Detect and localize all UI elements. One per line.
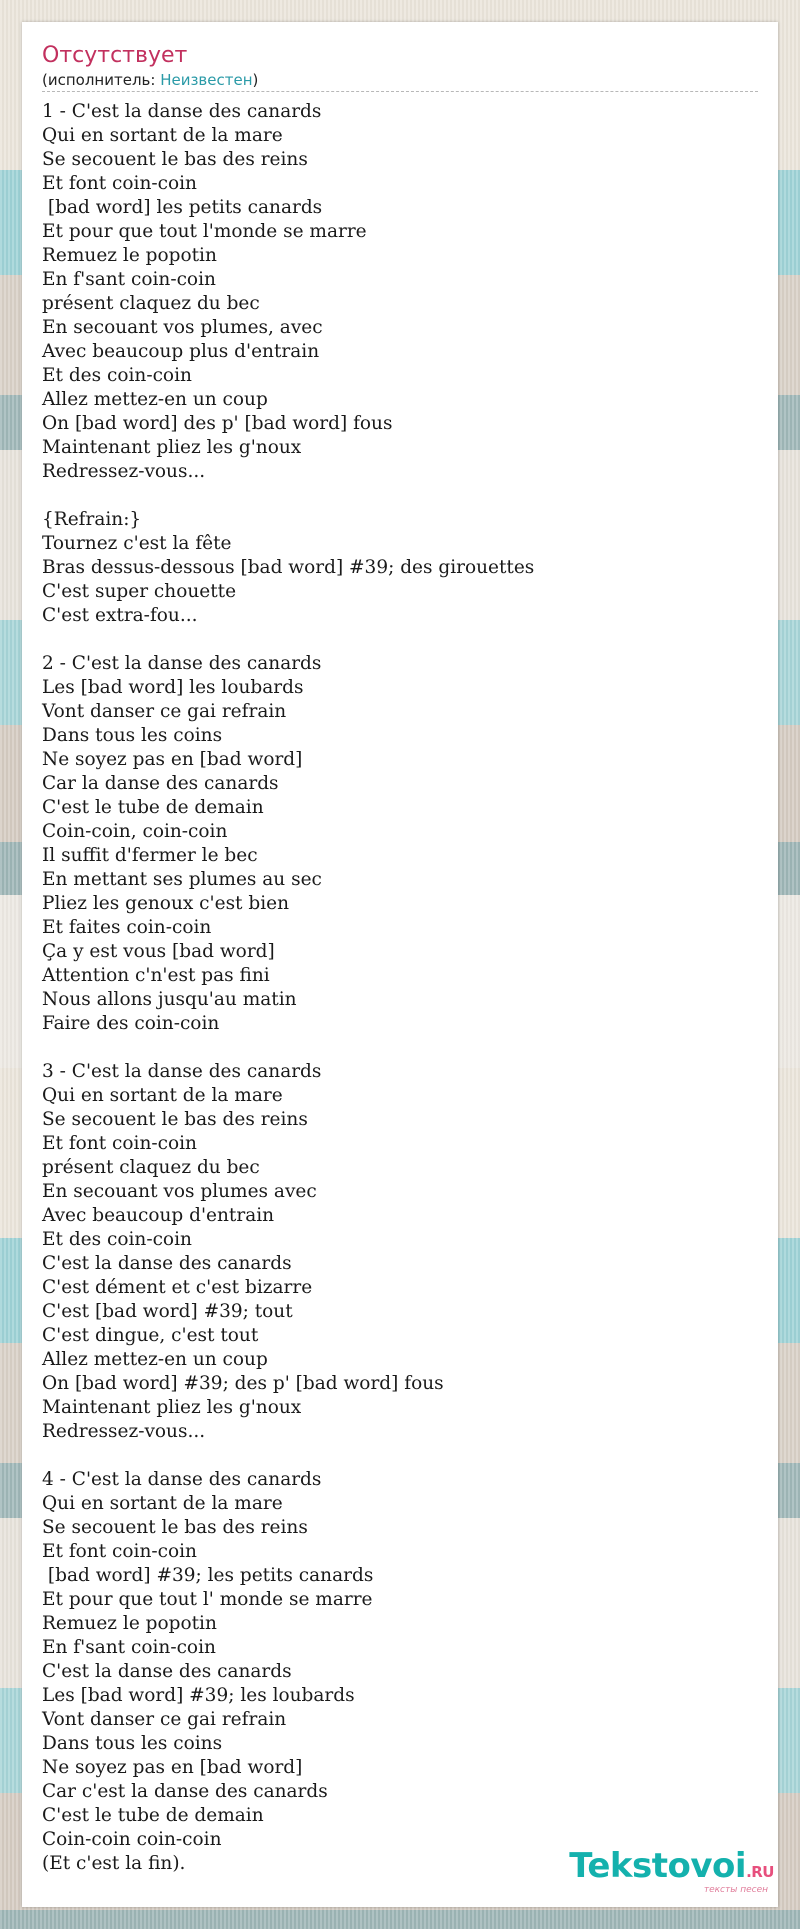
lyric-line: {Refrain:} [42,509,142,530]
lyric-line: 3 - C'est la danse des canards [42,1061,322,1082]
lyric-line: Se secouent le bas des reins [42,1517,308,1538]
lyric-line: Dans tous les coins [42,1733,223,1754]
lyric-line: Se secouent le bas des reins [42,1109,308,1130]
lyric-line: présent claquez du bec [42,293,260,314]
lyric-line: Avec beaucoup d'entrain [42,1205,275,1226]
lyric-line [42,628,758,652]
lyric-line: Bras dessus-dessous [bad word] #39; des girouettes [42,557,535,578]
lyric-line: Redressez-vous... [42,461,206,482]
site-logo[interactable] [569,1847,774,1895]
lyric-line: Les [bad word] #39; les loubards [42,1685,355,1706]
artist-suffix: ) [252,71,259,89]
lyric-line: Ne soyez pas en [bad word] [42,749,303,770]
lyric-line: Et pour que tout l' monde se marre [42,1589,373,1610]
logo-tagline: тексты песен [703,1885,768,1895]
lyric-line: Et des coin-coin [42,365,192,386]
lyric-line: C'est dingue, c'est tout [42,1325,259,1346]
logo-domain-suffix: .RU [746,1863,774,1881]
lyric-line: Maintenant pliez les g'noux [42,1397,302,1418]
lyric-line: C'est le tube de demain [42,1805,264,1826]
lyric-line: Pliez les genoux c'est bien [42,893,289,914]
lyric-line: Attention c'n'est pas fini [42,965,270,986]
lyric-line: Coin-coin coin-coin [42,1829,222,1850]
lyric-line: Allez mettez-en un coup [42,1349,268,1370]
lyric-line: Les [bad word] les loubards [42,677,304,698]
lyric-line: 2 - C'est la danse des canards [42,653,322,674]
lyric-line: C'est la danse des canards [42,1661,292,1682]
lyric-line [42,484,758,508]
lyric-line [42,1444,758,1468]
lyric-line: 1 - C'est la danse des canards [42,101,322,122]
lyric-line: Remuez le popotin [42,1613,217,1634]
lyric-line: Et faites coin-coin [42,917,212,938]
lyric-line: Allez mettez-en un coup [42,389,268,410]
lyric-line: Ça y est vous [bad word] [42,941,275,962]
lyric-line: Vont danser ce gai refrain [42,1709,287,1730]
lyric-line: Car c'est la danse des canards [42,1781,328,1802]
lyric-line: Redressez-vous... [42,1421,206,1442]
lyric-line: Et font coin-coin [42,1133,197,1154]
lyric-line: Et des coin-coin [42,1229,192,1250]
lyric-line: Nous allons jusqu'au matin [42,989,297,1010]
lyric-line: Il suffit d'fermer le bec [42,845,258,866]
lyric-line: [bad word] #39; les petits canards [42,1565,374,1586]
lyric-line: C'est dément et c'est bizarre [42,1277,313,1298]
lyric-line: C'est [bad word] #39; tout [42,1301,293,1322]
lyric-line: Avec beaucoup plus d'entrain [42,341,320,362]
lyric-line: En secouant vos plumes avec [42,1181,317,1202]
lyric-line: présent claquez du bec [42,1157,260,1178]
logo-main-text: Tekstovoi [569,1846,747,1886]
lyric-line: Coin-coin, coin-coin [42,821,228,842]
lyric-line: [bad word] les petits canards [42,197,323,218]
lyric-line: Et font coin-coin [42,1541,197,1562]
lyric-line: C'est la danse des canards [42,1253,292,1274]
lyric-line: Remuez le popotin [42,245,217,266]
lyric-line: C'est le tube de demain [42,797,264,818]
lyric-line: En f'sant coin-coin [42,269,216,290]
lyric-line: Qui en sortant de la mare [42,1085,283,1106]
lyric-line: C'est super chouette [42,581,237,602]
lyric-line: On [bad word] des p' [bad word] fous [42,413,393,434]
lyric-line: C'est extra-fou... [42,605,198,626]
lyric-line: On [bad word] #39; des p' [bad word] fous [42,1373,444,1394]
lyric-line: Et pour que tout l'monde se marre [42,221,367,242]
lyrics-content [42,42,758,1876]
lyric-line: Maintenant pliez les g'noux [42,437,302,458]
lyric-line: Qui en sortant de la mare [42,125,283,146]
lyric-line: En f'sant coin-coin [42,1637,216,1658]
lyric-line: Et font coin-coin [42,173,197,194]
lyric-line: (Et c'est la fin). [42,1853,186,1874]
lyric-line: En secouant vos plumes, avec [42,317,323,338]
artist-prefix: (исполнитель: [42,71,161,89]
lyric-line: Tournez c'est la fête [42,533,232,554]
lyric-line: Qui en sortant de la mare [42,1493,283,1514]
lyric-line [42,1036,758,1060]
lyric-line: Vont danser ce gai refrain [42,701,287,722]
lyric-line: Faire des coin-coin [42,1013,220,1034]
lyrics-page [22,22,778,1907]
lyric-line: 4 - C'est la danse des canards [42,1469,322,1490]
lyric-line: Car la danse des canards [42,773,279,794]
lyric-line: Se secouent le bas des reins [42,149,308,170]
artist-line [42,70,758,92]
lyric-line: En mettant ses plumes au sec [42,869,322,890]
song-title: Отсутствует [42,43,188,68]
lyrics-text [42,100,758,1876]
lyric-line: Dans tous les coins [42,725,223,746]
artist-link[interactable]: Неизвестен [160,71,253,89]
lyric-line: Ne soyez pas en [bad word] [42,1757,303,1778]
